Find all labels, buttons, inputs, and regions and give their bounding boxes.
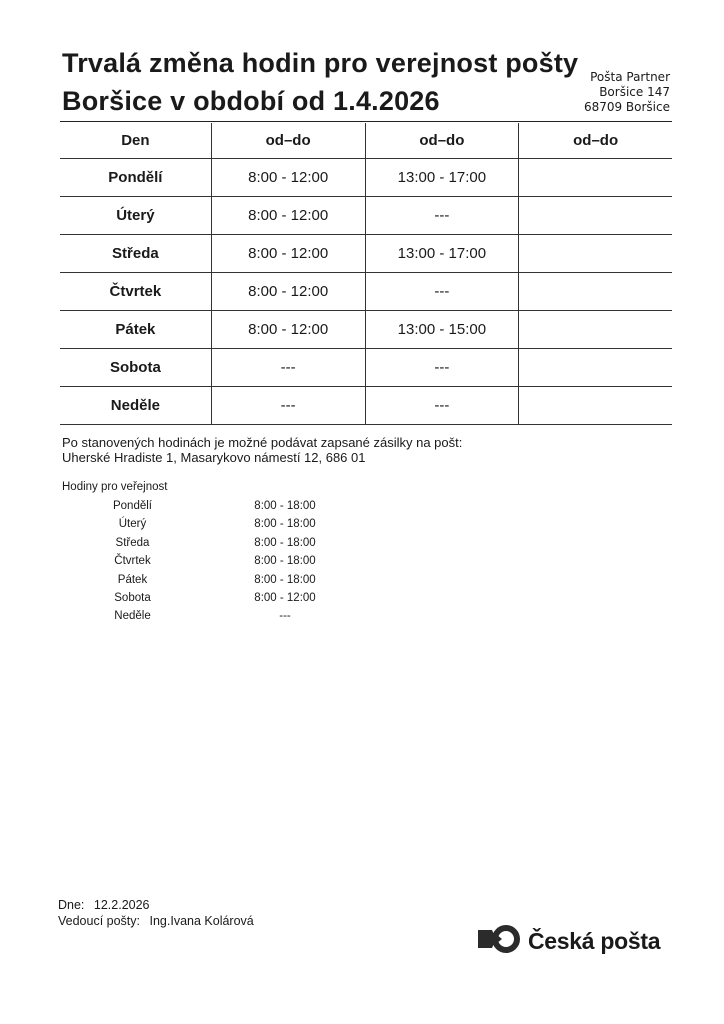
- alt-day: Neděle: [114, 610, 151, 623]
- opening-hours-table: [60, 123, 672, 425]
- posthorn-icon: [476, 924, 522, 959]
- row-slot-3: [519, 387, 672, 425]
- note-line-1: Po stanovených hodinách je možné podávat zapsané zásilky na pošt:: [62, 435, 463, 450]
- row-slot-2: 13:00 - 17:00: [365, 159, 519, 197]
- table-row: [60, 197, 672, 235]
- alt-time: 8:00 - 12:00: [254, 591, 316, 604]
- alt-day: Pondělí: [112, 500, 152, 512]
- address-line-2: Boršice 147: [599, 85, 670, 99]
- alt-time: ---: [279, 610, 291, 623]
- alternate-hours-title: Hodiny pro veřejnost: [62, 481, 168, 493]
- column-header-day: Den: [60, 123, 211, 159]
- column-header-slot-2: od–do: [365, 123, 519, 159]
- row-slot-1: 8:00 - 12:00: [211, 311, 365, 349]
- row-slot-1: 8:00 - 12:00: [211, 235, 365, 273]
- row-slot-1: 8:00 - 12:00: [211, 273, 365, 311]
- alt-time: 8:00 - 18:00: [254, 536, 316, 549]
- note-line-2: Uherské Hradiste 1, Masarykovo námestí 12, 686 01: [62, 450, 366, 465]
- row-slot-2: ---: [365, 387, 519, 425]
- list-item: [80, 592, 385, 610]
- alt-time: 8:00 - 18:00: [254, 500, 316, 512]
- alt-time: 8:00 - 18:00: [254, 573, 316, 586]
- row-day: Pondělí: [60, 159, 211, 197]
- row-day: Sobota: [60, 349, 211, 387]
- row-slot-2: ---: [365, 273, 519, 311]
- alt-time: 8:00 - 18:00: [254, 555, 316, 568]
- row-slot-2: ---: [365, 349, 519, 387]
- document-title: [62, 44, 578, 120]
- column-header-slot-3: od–do: [519, 123, 672, 159]
- row-day: Středa: [60, 235, 211, 273]
- row-slot-3: [519, 273, 672, 311]
- row-slot-2: 13:00 - 17:00: [365, 235, 519, 273]
- alt-day: Čtvrtek: [114, 555, 151, 568]
- date-line: [58, 897, 254, 913]
- signature-block: [58, 897, 254, 929]
- row-day: Čtvrtek: [60, 273, 211, 311]
- post-office-address: [584, 70, 670, 115]
- row-slot-3: [519, 235, 672, 273]
- alt-day: Pátek: [117, 573, 148, 586]
- table-row: [60, 387, 672, 425]
- alt-day: Úterý: [118, 518, 147, 531]
- row-day: Neděle: [60, 387, 211, 425]
- address-line-1: Pošta Partner: [590, 70, 670, 84]
- table-row: [60, 235, 672, 273]
- table-row: [60, 159, 672, 197]
- list-item: [80, 555, 385, 573]
- alternate-hours-list: [80, 500, 385, 629]
- row-slot-3: [519, 197, 672, 235]
- row-slot-3: [519, 159, 672, 197]
- logo-wordmark: Česká pošta: [528, 928, 661, 954]
- manager-value: Ing.Ivana Kolárová: [149, 914, 254, 928]
- address-line-3: 68709 Boršice: [583, 100, 670, 114]
- list-item: [80, 518, 385, 536]
- table-row: [60, 311, 672, 349]
- ceska-posta-logo: [476, 924, 660, 959]
- alt-time: 8:00 - 18:00: [254, 518, 316, 531]
- table-row: [60, 349, 672, 387]
- row-slot-1: ---: [211, 349, 365, 387]
- list-item: [80, 537, 385, 555]
- row-slot-2: 13:00 - 15:00: [365, 311, 519, 349]
- manager-label: Vedoucí pošty:: [58, 914, 141, 928]
- list-item: [80, 500, 385, 518]
- manager-line: [58, 913, 254, 929]
- date-value: 12.2.2026: [93, 898, 150, 912]
- alt-day: Středa: [115, 536, 150, 549]
- row-slot-3: [519, 311, 672, 349]
- table-header-row: [60, 123, 672, 159]
- row-day: Pátek: [60, 311, 211, 349]
- date-label: Dne:: [58, 898, 85, 912]
- alt-day: Sobota: [114, 591, 151, 604]
- row-slot-1: 8:00 - 12:00: [211, 159, 365, 197]
- title-line-1: Trvalá změna hodin pro verejnost pošty: [62, 48, 579, 78]
- list-item: [80, 610, 385, 628]
- header-rule: [60, 121, 672, 122]
- row-slot-1: ---: [211, 387, 365, 425]
- title-line-2: Boršice v období od 1.4.2026: [62, 86, 440, 116]
- list-item: [80, 574, 385, 592]
- table-row: [60, 273, 672, 311]
- row-slot-1: 8:00 - 12:00: [211, 197, 365, 235]
- row-slot-3: [519, 349, 672, 387]
- row-day: Úterý: [60, 197, 211, 235]
- row-slot-2: ---: [365, 197, 519, 235]
- column-header-slot-1: od–do: [211, 123, 365, 159]
- alternate-office-note: [62, 435, 462, 465]
